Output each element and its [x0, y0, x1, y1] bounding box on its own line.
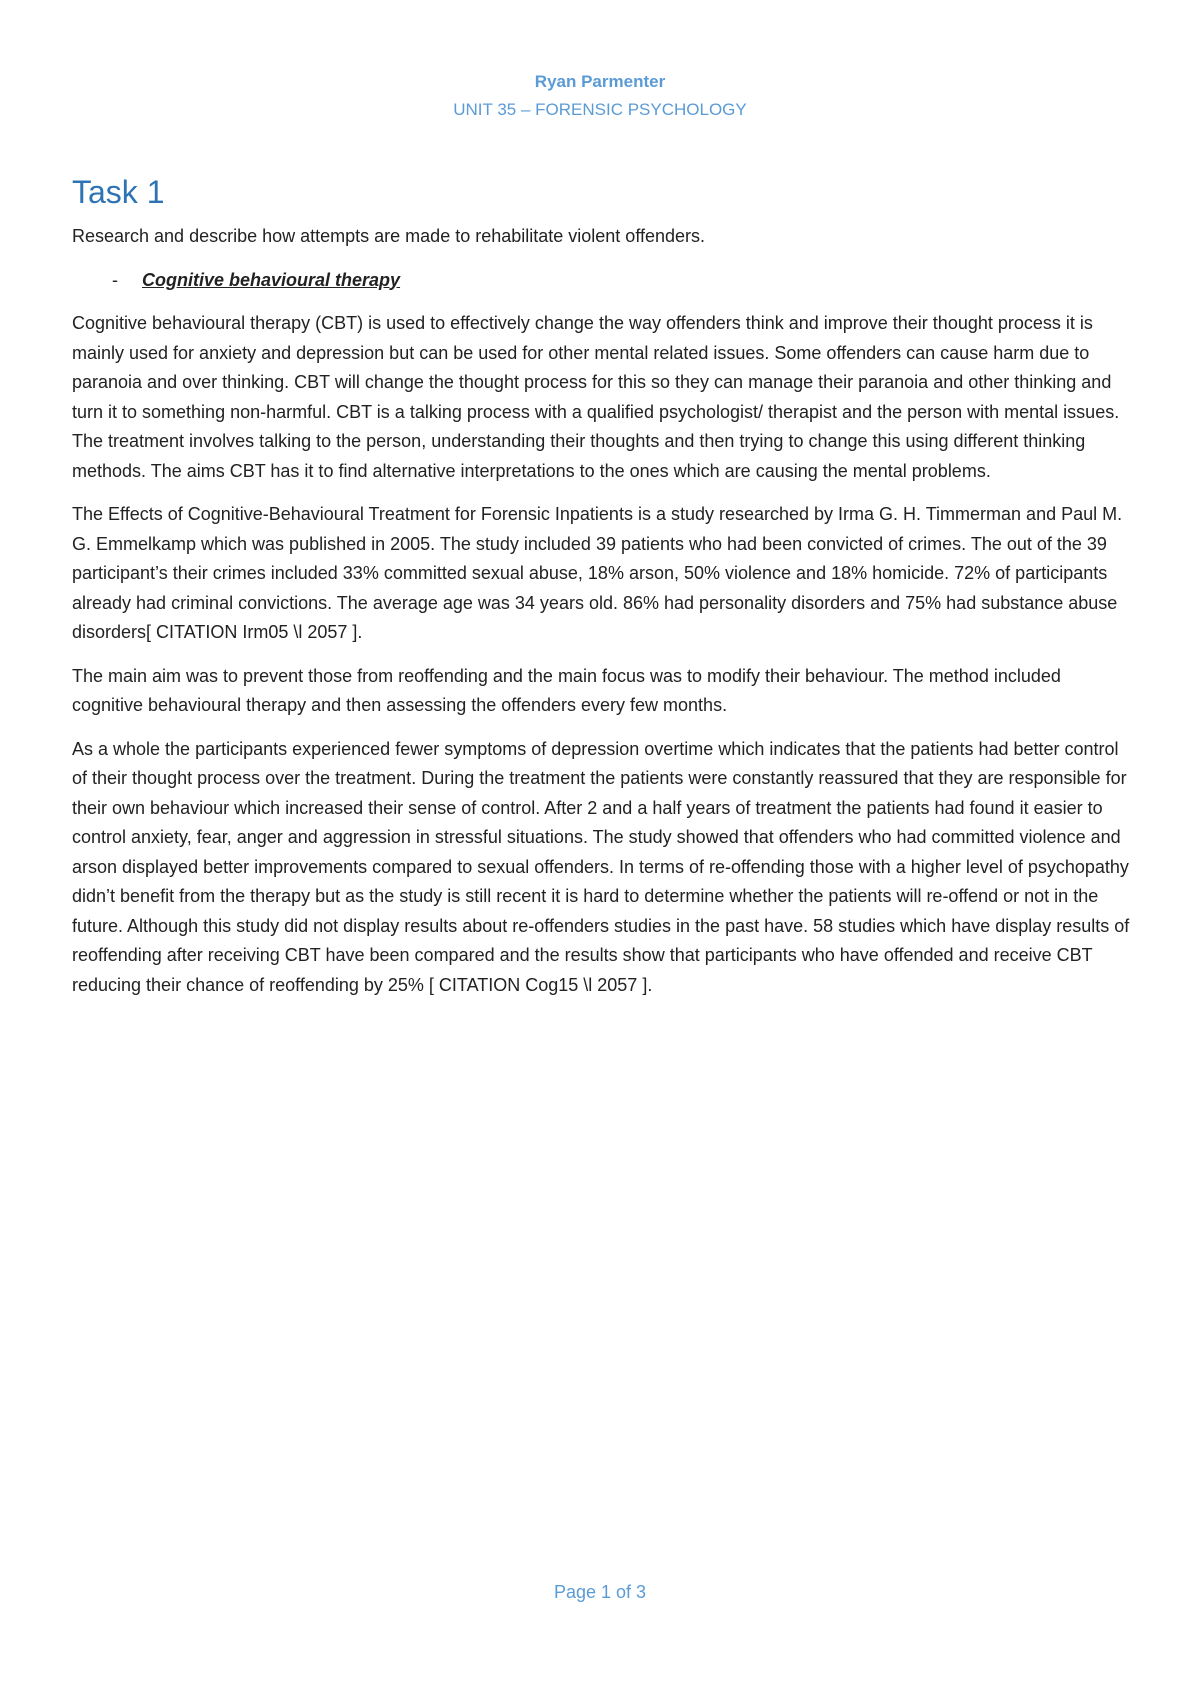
document-body — [72, 172, 1132, 1014]
section-bullet — [72, 266, 1132, 296]
paragraph-cbt-overview: Cognitive behavioural therapy (CBT) is used to effectively change the way offenders think and improve their thought process it is mainly used for anxiety and depression but can be used for other mental related issues. Some offenders can cause harm due to paranoia and over thinking. CBT will change the thought process for this so they can manage their paranoia and other thinking and turn it to something non-harmful. CBT is a talking process with a qualified psychologist/ therapist and the person with mental issues. The treatment involves talking to the person, understanding their thoughts and then trying to change this using different thinking methods. The aims CBT has it to find alternative interpretations to the ones which are causing the mental problems. — [72, 313, 1120, 481]
task-question: Research and describe how attempts are made to rehabilitate violent offenders. — [72, 226, 706, 246]
page-footer — [0, 1580, 1200, 1604]
paragraph-study-results: As a whole the participants experienced fewer symptoms of depression overtime which indicates that the patients had better control of their thought process over the treatment. During the treatment the patients were constantly reassured that they are responsible for their own behaviour which increased their sense of control. After 2 and a half years of treatment the patients had found it easier to control anxiety, fear, anger and aggression in stressful situations. The study showed that offenders who had committed violence and arson displayed better improvements compared to sexual offenders. In terms of re-offending those with a higher level of psychopathy didn’t benefit from the therapy but as the study is still recent it is hard to determine whether the patients will re-offend or not in the future. Although this study did not display results about re-offenders studies in the past have. 58 studies which have display results of reoffending after receiving CBT have been compared and the results show that participants who have offended and receive CBT reducing their chance of reoffending by 25% [ CITATION Cog15 \l 2057 ]. — [72, 738, 1130, 995]
task-heading: Task 1 — [72, 174, 165, 210]
page-number: Page 1 of 3 — [553, 1582, 647, 1602]
page-header — [0, 70, 1200, 122]
paragraph-study-aim: The main aim was to prevent those from reoffending and the main focus was to modify their behaviour. The method included cognitive behavioural therapy and then assessing the offenders every few months. — [72, 665, 1061, 715]
paragraph-study-details: The Effects of Cognitive-Behavioural Treatment for Forensic Inpatients is a study researched by Irma G. H. Timmerman and Paul M. G. Emmelkamp which was published in 2005. The study included 39 patients who had been convicted of crimes. The out of the 39 participant’s their crimes included 33% committed sexual abuse, 18% arson, 50% violence and 18% homicide. 72% of participants already had criminal convictions. The average age was 34 years old. 86% had personality disorders and 75% had substance abuse disorders[ CITATION Irm05 \l 2057 ]. — [72, 504, 1123, 642]
bullet-dash: - — [112, 269, 118, 290]
author-name: Ryan Parmenter — [534, 72, 666, 91]
section-heading: Cognitive behavioural therapy — [142, 269, 401, 290]
unit-title: UNIT 35 – FORENSIC PSYCHOLOGY — [453, 100, 747, 119]
